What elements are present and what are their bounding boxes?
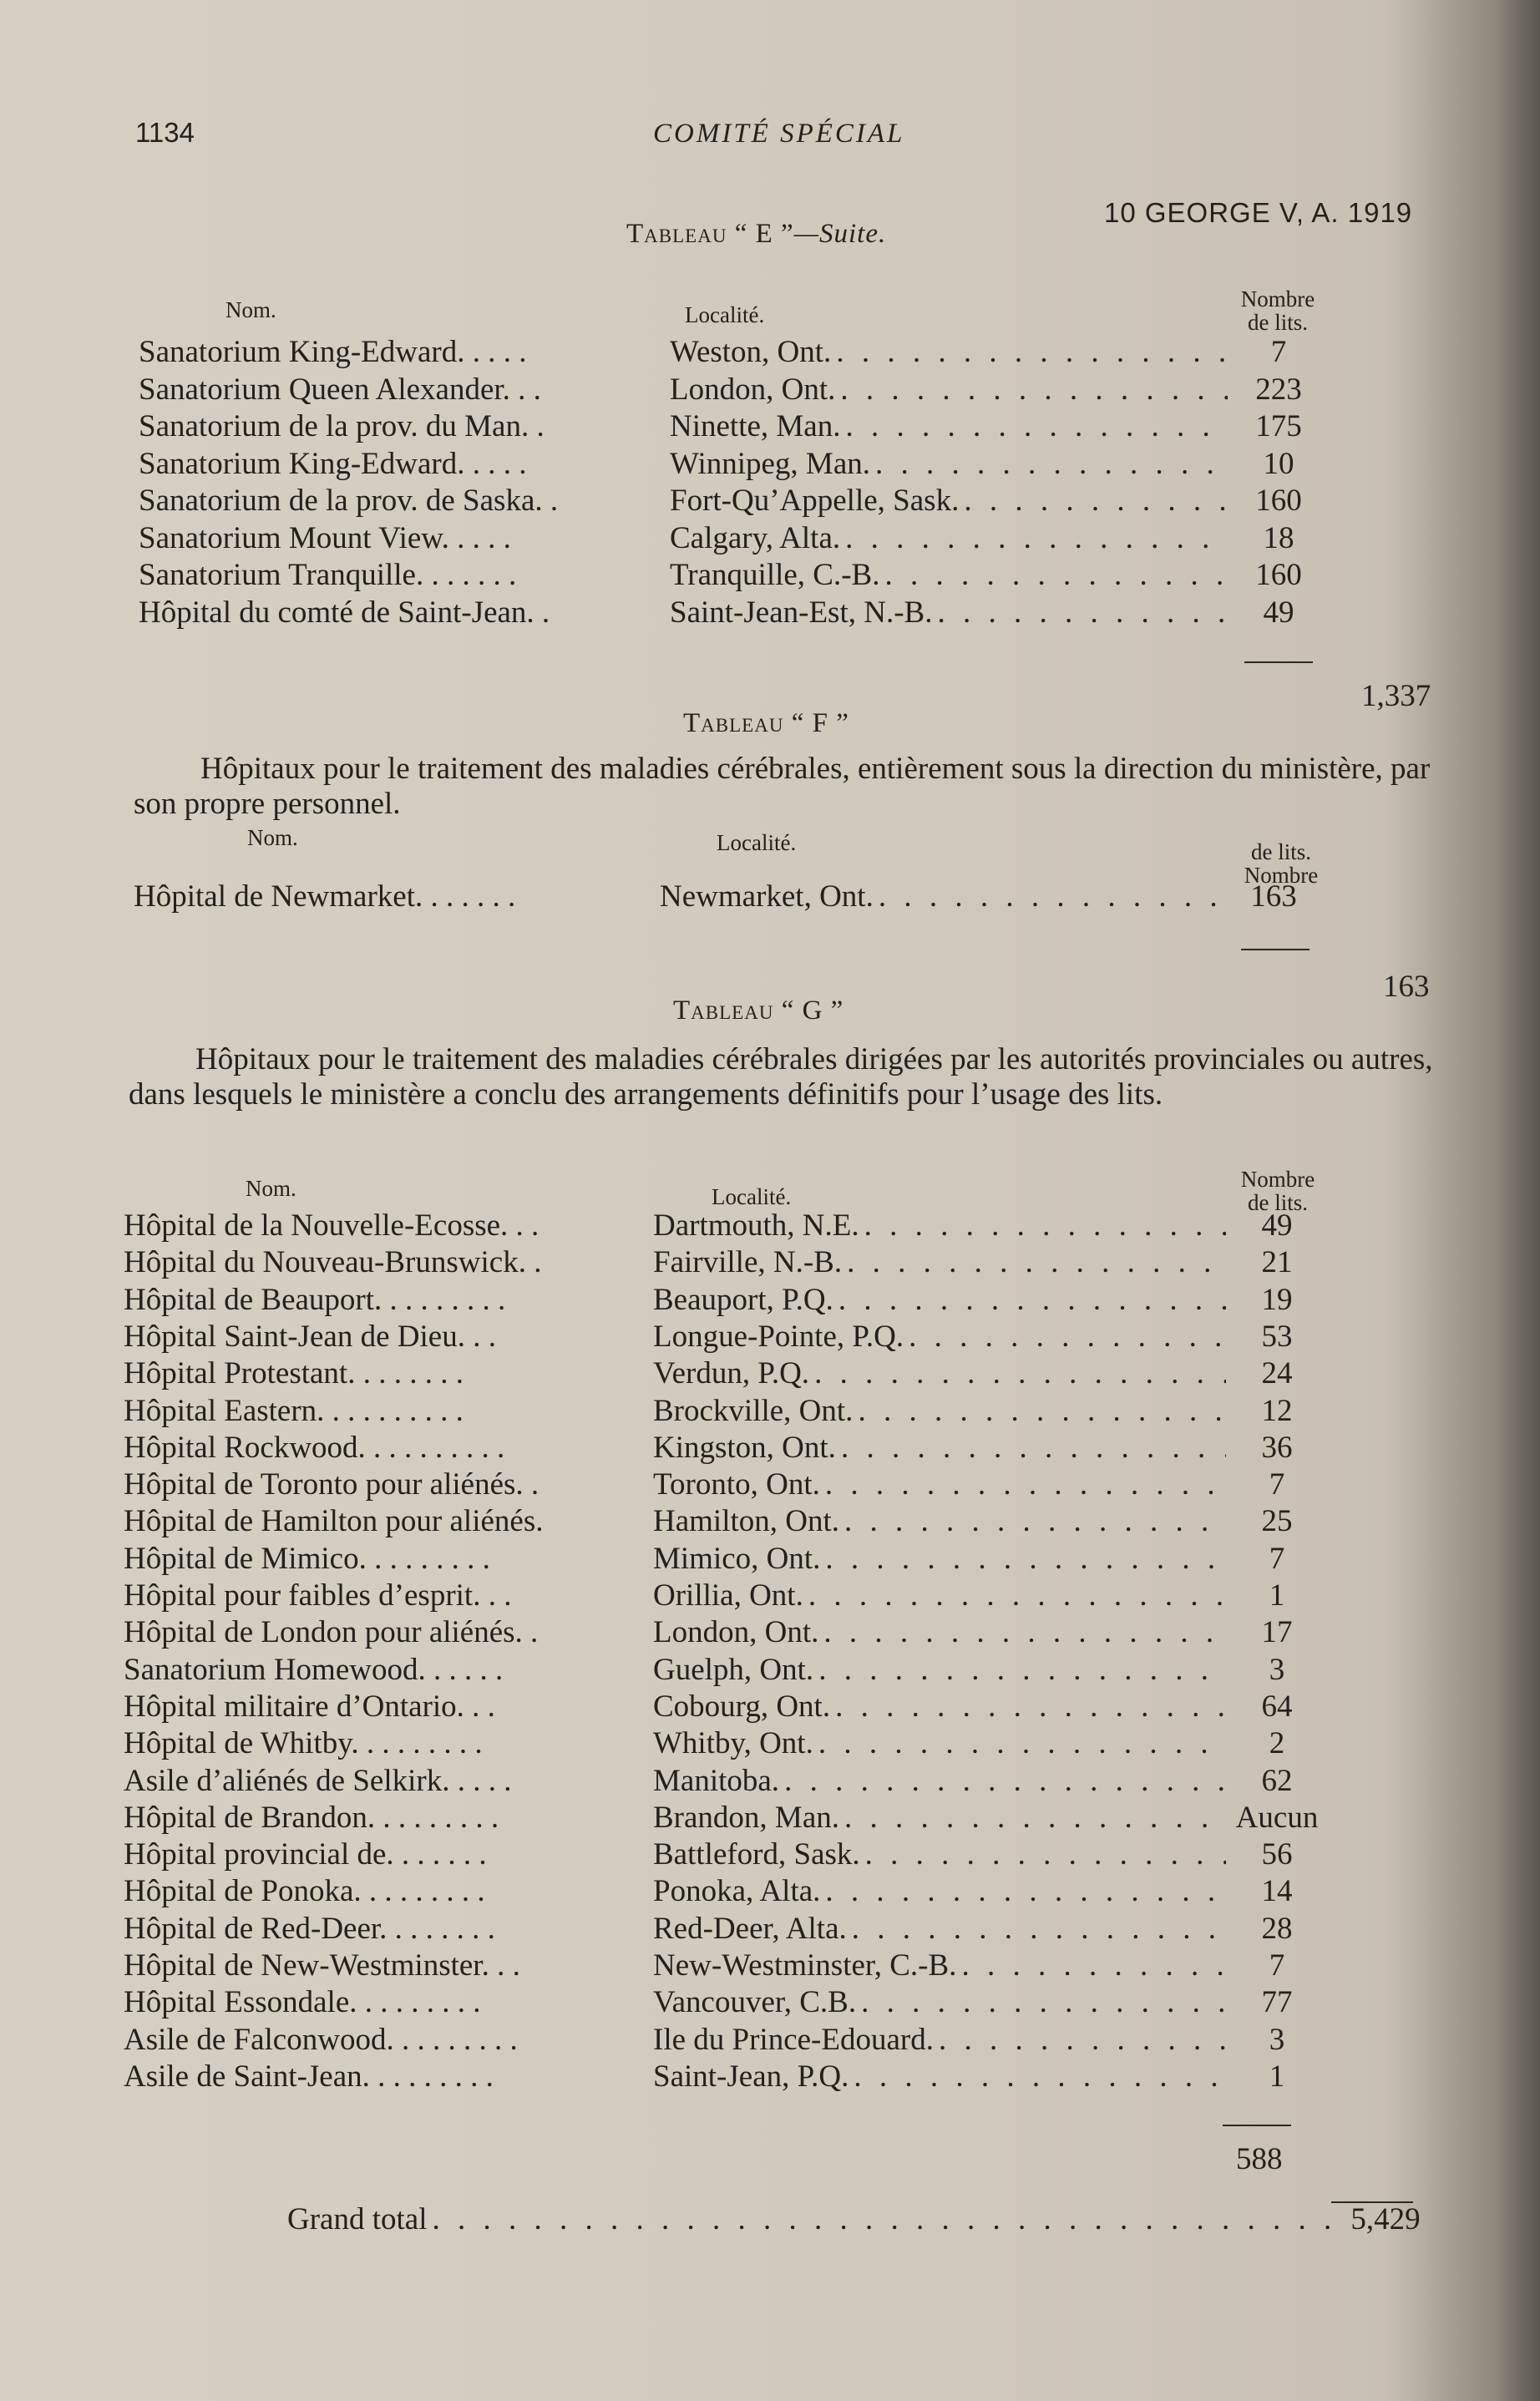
- hospital-name: Sanatorium de la prov. du Man. .: [139, 409, 545, 443]
- hospital-location: Saint-Jean, P.Q.: [653, 2059, 849, 2094]
- table-row: [139, 483, 1325, 519]
- tableau-g-title: Tableau “ G ”: [673, 995, 844, 1026]
- hospital-location: Brandon, Man.: [653, 1800, 839, 1835]
- hospital-location: Battleford, Sask.: [653, 1837, 860, 1872]
- tableau-e-total-rule: [1244, 661, 1313, 663]
- bed-count: 77: [1261, 1985, 1293, 2020]
- bed-count: 160: [1255, 484, 1302, 518]
- bed-count: 64: [1261, 1689, 1293, 1724]
- tableau-f-total-rule: [1241, 949, 1310, 950]
- hospital-location: Saint-Jean-Est, N.-B.: [670, 595, 933, 630]
- hospital-name: Hôpital du Nouveau-Brunswick. .: [124, 1245, 542, 1280]
- table-row: [124, 1614, 1323, 1651]
- tableau-f-col-localite: Localité.: [717, 830, 797, 855]
- session-reference: 10 GEORGE V, A. 1919: [1104, 197, 1413, 228]
- hospital-name: Asile de Saint-Jean. . . . . . . . .: [124, 2059, 494, 2094]
- bed-count: 7: [1269, 1541, 1285, 1576]
- dot-leader: [808, 1578, 1226, 1613]
- dot-leader: [939, 2022, 1226, 2058]
- table-row: [139, 446, 1325, 483]
- hospital-location: Newmarket, Ont.: [660, 879, 874, 914]
- bed-count: 3: [1269, 2022, 1285, 2057]
- bed-count: 25: [1261, 1504, 1293, 1539]
- bed-count: 17: [1261, 1615, 1293, 1650]
- dot-leader: [847, 1244, 1226, 1280]
- hospital-location: Ponoka, Alta.: [653, 1874, 821, 1909]
- grand-total-value: 5,429: [1350, 2202, 1421, 2236]
- bed-count: 175: [1255, 409, 1302, 443]
- bed-count: 10: [1263, 446, 1294, 481]
- hospital-location: Winnipeg, Man.: [670, 446, 870, 481]
- dot-leader: [845, 408, 1228, 444]
- hospital-name: Hôpital de London pour aliénés. .: [124, 1615, 539, 1650]
- table-row: [139, 520, 1325, 557]
- table-row: [124, 1541, 1323, 1578]
- dot-leader: [858, 1393, 1226, 1429]
- hospital-location: Kingston, Ont.: [653, 1430, 836, 1465]
- table-row: [124, 1319, 1323, 1355]
- bed-count: 18: [1263, 520, 1294, 555]
- dot-leader: [784, 1763, 1226, 1799]
- bed-count: 49: [1261, 1208, 1293, 1243]
- bed-count: 160: [1255, 558, 1302, 592]
- tableau-e-col-localite: Localité.: [685, 302, 765, 327]
- hospital-location: Tranquille, C.-B.: [670, 558, 880, 592]
- hospital-location: Manitoba.: [653, 1763, 780, 1798]
- page-title: COMITÉ SPÉCIAL: [653, 119, 905, 149]
- table-row: [139, 372, 1325, 408]
- table-row: [139, 595, 1325, 631]
- hospital-name: Hôpital provincial de. . . . . . .: [124, 1837, 487, 1872]
- dot-leader: [861, 1984, 1226, 2020]
- dot-leader: [909, 1319, 1226, 1355]
- bed-count: 7: [1270, 335, 1287, 369]
- hospital-location: London, Ont.: [653, 1615, 819, 1650]
- bed-count: 28: [1261, 1911, 1293, 1946]
- dot-leader: [823, 1614, 1226, 1650]
- table-row: [124, 1466, 1323, 1503]
- hospital-name: Hôpital de la Nouvelle-Ecosse. . .: [124, 1208, 540, 1243]
- bed-count: 24: [1261, 1356, 1293, 1391]
- table-row: [124, 1689, 1323, 1725]
- hospital-name: Asile de Falconwood. . . . . . . . .: [124, 2022, 518, 2057]
- hospital-location: London, Ont.: [670, 372, 836, 407]
- hospital-name: Sanatorium King-Edward. . . . .: [139, 335, 527, 369]
- dot-leader: [884, 557, 1228, 593]
- dot-leader: [864, 1208, 1226, 1244]
- hospital-location: Ninette, Man.: [670, 409, 841, 443]
- hospital-location: Verdun, P.Q.: [653, 1356, 810, 1391]
- hospital-name: Sanatorium Mount View. . . . .: [139, 520, 511, 555]
- table-row: [124, 1244, 1323, 1281]
- tableau-g-col-nombre: Nombre de lits.: [1240, 1167, 1315, 1215]
- dot-leader: [825, 1466, 1226, 1502]
- hospital-name: Hôpital de Red-Deer. . . . . . . .: [124, 1911, 495, 1946]
- bed-count: 36: [1261, 1430, 1293, 1465]
- hospital-location: Brockville, Ont.: [653, 1393, 854, 1428]
- table-row: [124, 2059, 1323, 2095]
- bed-count: Aucun: [1235, 1800, 1319, 1835]
- table-row: [134, 879, 1320, 915]
- hospital-name: Hôpital Protestant. . . . . . . .: [124, 1356, 464, 1391]
- bed-count: 2: [1269, 1726, 1285, 1761]
- hospital-name: Hôpital de Whitby. . . . . . . . .: [124, 1726, 483, 1761]
- tableau-e-total: 1,337: [1361, 679, 1431, 713]
- hospital-name: Hôpital du comté de Saint-Jean. .: [139, 595, 550, 630]
- dot-leader: [844, 1800, 1226, 1836]
- dot-leader: [835, 1689, 1226, 1725]
- tableau-g-intro: Hôpitaux pour le traitement des maladies cérébrales dirigées par les autorités provinciales ou autres, dans lesquels le ministère a conclu des arrangements définitifs pour l’usage des lits.: [129, 1042, 1433, 1112]
- dot-leader: [841, 1430, 1226, 1466]
- dot-leader: [852, 1911, 1226, 1947]
- hospital-name: Hôpital Eastern. . . . . . . . . .: [124, 1393, 464, 1428]
- table-row: [124, 1282, 1323, 1319]
- tableau-g-col-nom: Nom.: [246, 1176, 296, 1201]
- table-row: [124, 1652, 1323, 1689]
- tableau-f-total: 163: [1383, 970, 1430, 1004]
- dot-leader: [432, 2201, 1335, 2237]
- bed-count: 21: [1261, 1245, 1293, 1280]
- hospital-name: Asile d’aliénés de Selkirk. . . . .: [124, 1763, 512, 1798]
- hospital-location: Hamilton, Ont.: [653, 1504, 840, 1539]
- hospital-name: Sanatorium King-Edward. . . . .: [139, 446, 527, 481]
- dot-leader: [818, 1652, 1226, 1688]
- bed-count: 19: [1261, 1282, 1293, 1317]
- hospital-location: Mimico, Ont.: [653, 1541, 821, 1576]
- tableau-f-title: Tableau “ F ”: [683, 708, 849, 738]
- dot-leader: [879, 879, 1223, 914]
- hospital-name: Sanatorium Tranquille. . . . . . .: [139, 558, 517, 592]
- table-row: [124, 1578, 1323, 1614]
- hospital-location: Longue-Pointe, P.Q.: [653, 1319, 904, 1354]
- bed-count: 53: [1261, 1319, 1293, 1354]
- hospital-location: Calgary, Alta.: [670, 520, 841, 555]
- tableau-e-col-nombre: Nombre de lits.: [1240, 286, 1315, 335]
- dot-leader: [964, 483, 1228, 519]
- table-row: [124, 1836, 1323, 1873]
- bed-count: 3: [1269, 1652, 1285, 1687]
- dot-leader: [838, 1282, 1226, 1318]
- dot-leader: [844, 1503, 1226, 1539]
- hospital-location: Toronto, Ont.: [653, 1467, 820, 1502]
- hospital-name: Hôpital de New-Westminster. . .: [124, 1948, 520, 1983]
- grand-total-label: Grand total: [287, 2202, 428, 2236]
- table-row: [124, 1503, 1323, 1540]
- bed-count: 1: [1269, 1578, 1285, 1613]
- dot-leader: [825, 1873, 1226, 1909]
- hospital-name: Hôpital militaire d’Ontario. . .: [124, 1689, 495, 1724]
- hospital-name: Hôpital de Hamilton pour aliénés.: [124, 1504, 544, 1539]
- hospital-name: Hôpital de Brandon. . . . . . . . .: [124, 1800, 499, 1835]
- hospital-name: Hôpital pour faibles d’esprit. . .: [124, 1578, 512, 1613]
- dot-leader: [845, 520, 1228, 556]
- hospital-name: Hôpital Rockwood. . . . . . . . . .: [124, 1430, 505, 1465]
- hospital-name: Hôpital Saint-Jean de Dieu. . .: [124, 1319, 496, 1354]
- hospital-location: Cobourg, Ont.: [653, 1689, 831, 1724]
- hospital-name: Sanatorium Homewood. . . . . .: [124, 1652, 504, 1687]
- dot-leader: [937, 595, 1228, 631]
- bed-count: 163: [1250, 879, 1297, 914]
- bed-count: 7: [1269, 1467, 1285, 1502]
- table-row: [124, 1948, 1323, 1984]
- table-row: [124, 1984, 1323, 2021]
- hospital-name: Hôpital de Mimico. . . . . . . . .: [124, 1541, 490, 1576]
- hospital-name: Hôpital Essondale. . . . . . . . .: [124, 1985, 481, 2020]
- bed-count: 62: [1261, 1763, 1293, 1798]
- dot-leader: [818, 1725, 1226, 1761]
- hospital-location: Guelph, Ont.: [653, 1652, 814, 1687]
- table-row: [124, 1393, 1323, 1430]
- hospital-name: Hôpital de Newmarket. . . . . . .: [134, 879, 516, 914]
- tableau-e-title: Tableau “ E ”—Suite.: [626, 219, 887, 249]
- grand-total-row: [287, 2201, 1431, 2238]
- dot-leader: [875, 446, 1228, 482]
- hospital-location: Red-Deer, Alta.: [653, 1911, 847, 1946]
- table-row: [139, 334, 1325, 371]
- hospital-location: Vancouver, C.B.: [653, 1985, 857, 2020]
- hospital-location: Whitby, Ont.: [653, 1726, 813, 1761]
- table-row: [124, 1763, 1323, 1800]
- dot-leader: [836, 334, 1228, 370]
- table-row: [124, 1800, 1323, 1836]
- tableau-g-total-rule: [1223, 2125, 1291, 2126]
- table-row: [124, 1208, 1323, 1244]
- hospital-location: Fort-Qu’Appelle, Sask.: [670, 484, 960, 518]
- tableau-g-total: 588: [1236, 2142, 1283, 2176]
- table-row: [124, 1911, 1323, 1948]
- table-row: [139, 557, 1325, 594]
- dot-leader: [814, 1355, 1226, 1391]
- dot-leader: [865, 1836, 1226, 1872]
- dot-leader: [961, 1948, 1226, 1983]
- page-number: 1134: [135, 117, 195, 148]
- dot-leader: [825, 1541, 1226, 1577]
- table-row: [124, 1725, 1323, 1762]
- hospital-location: Fairville, N.-B.: [653, 1245, 843, 1280]
- table-row: [139, 408, 1325, 445]
- bed-count: 1: [1269, 2059, 1285, 2094]
- bed-count: 12: [1261, 1393, 1293, 1428]
- tableau-e-col-nom: Nom.: [225, 297, 276, 322]
- bed-count: 7: [1269, 1948, 1285, 1983]
- table-row: [124, 2022, 1323, 2059]
- dot-leader: [840, 372, 1228, 408]
- tableau-f-col-nombre: de lits. Nombre: [1244, 839, 1319, 888]
- hospital-name: Sanatorium Queen Alexander. . .: [139, 372, 541, 407]
- hospital-location: Weston, Ont.: [670, 335, 832, 369]
- bed-count: 14: [1261, 1874, 1293, 1909]
- hospital-location: Dartmouth, N.E.: [653, 1208, 859, 1243]
- hospital-location: Orillia, Ont.: [653, 1578, 803, 1613]
- bed-count: 56: [1261, 1837, 1293, 1872]
- tableau-f-col-nom: Nom.: [247, 825, 298, 850]
- hospital-location: Ile du Prince-Edouard.: [653, 2022, 934, 2057]
- hospital-name: Hôpital de Ponoka. . . . . . . . .: [124, 1874, 485, 1909]
- tableau-g-col-localite: Localité.: [712, 1184, 792, 1209]
- bed-count: 49: [1263, 595, 1294, 630]
- hospital-location: Beauport, P.Q.: [653, 1282, 833, 1317]
- hospital-name: Hôpital de Beauport. . . . . . . . .: [124, 1282, 506, 1317]
- hospital-location: New-Westminster, C.-B.: [653, 1948, 957, 1983]
- dot-leader: [854, 2059, 1226, 2095]
- tableau-f-intro: Hôpitaux pour le traitement des maladies cérébrales, entièrement sous la direction du ministère, par son propre personnel.: [134, 752, 1431, 821]
- table-row: [124, 1355, 1323, 1392]
- table-row: [124, 1430, 1323, 1466]
- table-row: [124, 1873, 1323, 1910]
- hospital-name: Hôpital de Toronto pour aliénés. .: [124, 1467, 540, 1502]
- bed-count: 223: [1255, 372, 1302, 407]
- hospital-name: Sanatorium de la prov. de Saska. .: [139, 484, 559, 518]
